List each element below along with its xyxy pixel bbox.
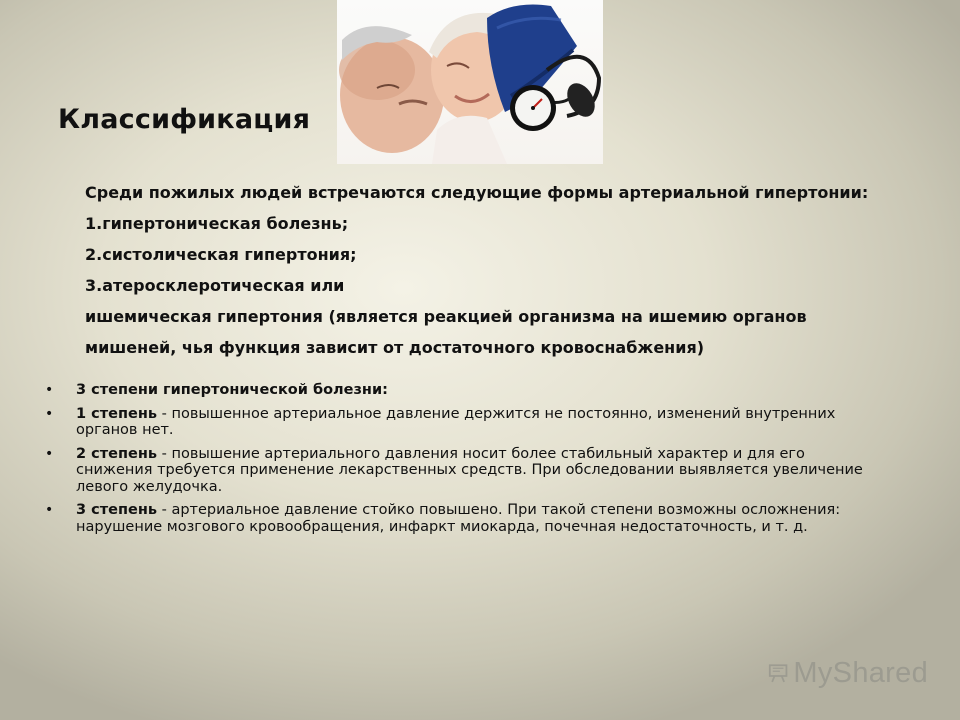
list-item — [45, 502, 875, 535]
item-text: - повышенное артериальное давление держится не постоянно, изменений внутренних органов нет. — [76, 405, 836, 438]
intro-block — [85, 180, 905, 366]
item-lead: 3 степень — [76, 502, 158, 518]
slide-title: Классификация — [58, 104, 311, 135]
hypertension-degrees-list — [45, 382, 875, 542]
item-lead: 2 степень — [76, 445, 158, 462]
item-lead: 3 степени гипертонической болезни: — [76, 382, 388, 398]
item-text: - артериальное давление стойко повышено. При такой степени возможны осложнения: нарушение мозгового кровообращения, инфаркт миокарда, почечная недостаточность, и т. д. — [76, 502, 841, 535]
bullet-marker: • — [45, 502, 54, 518]
watermark-text: MyShared — [793, 656, 928, 689]
intro-line: 1.гипертоническая болезнь; — [85, 214, 349, 233]
bullet-marker: • — [45, 382, 54, 398]
item-lead: 1 степень — [76, 405, 158, 422]
elderly-couple-tonometer-photo — [337, 0, 603, 164]
bullet-marker: • — [45, 445, 54, 462]
myshared-watermark[interactable] — [768, 655, 928, 691]
bullet-marker: • — [45, 405, 54, 422]
intro-line: 3.атеросклеротическая или — [85, 276, 345, 295]
intro-line: 2.систолическая гипертония; — [85, 245, 357, 264]
intro-line: Среди пожилых людей встречаются следующие формы артериальной гипертонии: — [85, 183, 869, 202]
photo-illustration — [337, 0, 603, 164]
list-item — [45, 406, 875, 439]
list-item — [45, 382, 875, 399]
list-item — [45, 446, 875, 496]
item-text: - повышение артериального давления носит более стабильный характер и для его снижения требуется применение лекарственных средств. При обследовании выявляется увеличение левого желудочка. — [76, 445, 863, 495]
intro-line: ишемическая гипертония (является реакцией организма на ишемию органов — [85, 307, 807, 326]
intro-line: мишеней, чья функция зависит от достаточного кровоснабжения) — [85, 338, 705, 357]
presentation-board-icon — [768, 656, 789, 690]
